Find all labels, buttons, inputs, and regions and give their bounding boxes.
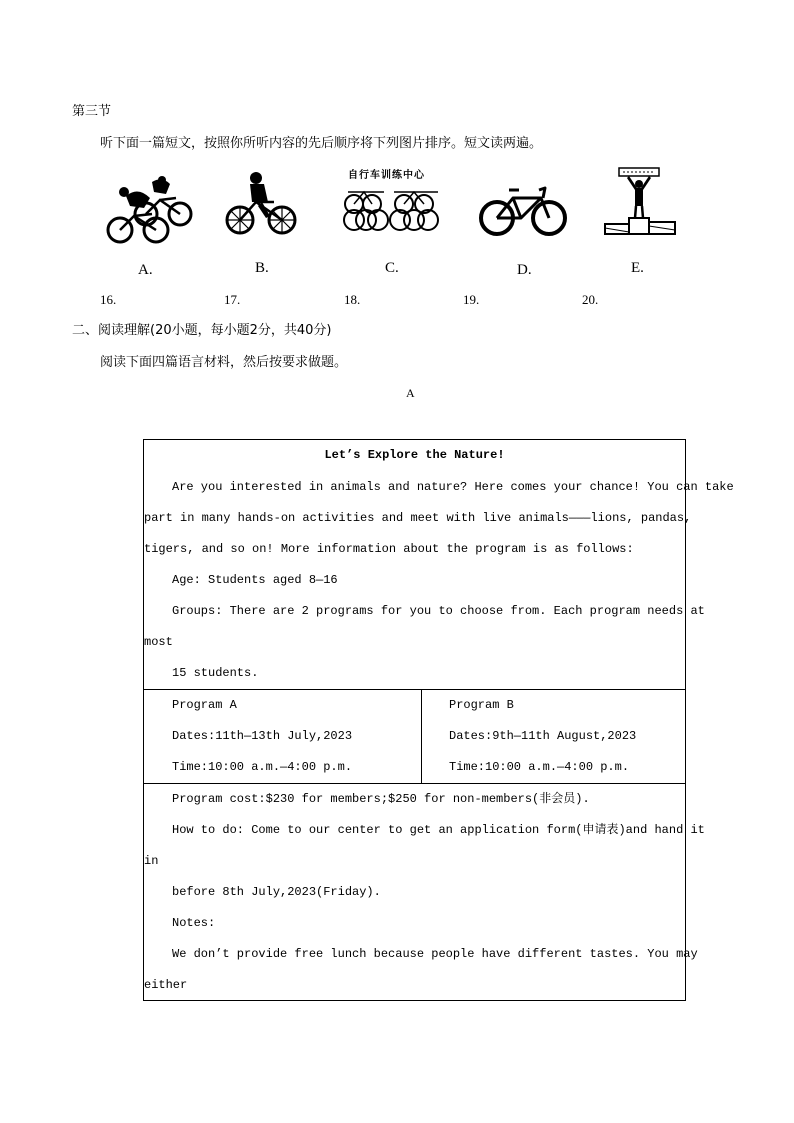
notice-groups-line1: Groups: There are 2 programs for you to choose from. Each program needs at — [172, 604, 705, 618]
notice-box — [143, 439, 734, 1001]
program-a-dates: Dates:11th—13th July,2023 — [172, 729, 353, 743]
winner-on-podium-icon — [601, 166, 679, 236]
passage-label: A — [406, 386, 415, 400]
answer-number-16: 16. — [100, 292, 117, 307]
notice-cost: Program cost:$230 for members;$250 for non-members(非会员). — [172, 792, 590, 806]
notice-title: Let’s Explore the Nature! — [324, 448, 505, 462]
picture-label-c: C. — [385, 260, 399, 276]
program-b-dates: Dates:9th—11th August,2023 — [449, 729, 637, 743]
answer-number-19: 19. — [463, 292, 480, 307]
two-cyclists-racing-icon — [104, 176, 196, 246]
notice-howto-line3: before 8th July,2023(Friday). — [172, 885, 381, 899]
program-a-time: Time:10:00 a.m.—4:00 p.m. — [172, 760, 353, 774]
picture-label-d: D. — [517, 262, 532, 278]
section-instruction: 听下面一篇短文，按照你所听内容的先后顺序将下列图片排序。短文读两遍。 — [100, 136, 543, 151]
answer-number-18: 18. — [344, 292, 361, 307]
answer-number-17: 17. — [224, 292, 241, 307]
answer-number-20: 20. — [582, 292, 599, 307]
section-heading: 第三节 — [72, 104, 112, 119]
program-divider — [421, 689, 422, 783]
bicycle-training-center-icon — [344, 184, 440, 234]
picture-label-e: E. — [631, 260, 644, 276]
notice-age: Age: Students aged 8—16 — [172, 573, 338, 587]
notice-intro-line1: Are you interested in animals and nature? Here comes your chance! You can take — [172, 480, 734, 494]
notice-groups-line2: most — [144, 635, 173, 649]
part2-heading: 二、阅读理解(20小题，每小题2分，共40分) — [72, 323, 332, 338]
notice-intro-line2: part in many hands-on activities and meet with live animals———lions, pandas, — [144, 511, 692, 525]
program-b-name: Program B — [449, 698, 514, 712]
notice-notes-label: Notes: — [172, 916, 216, 930]
training-center-sign: 自行车训练中心 — [348, 170, 425, 181]
notice-intro-line3: tigers, and so on! More information about the program is as follows: — [144, 542, 634, 556]
part2-instruction: 阅读下面四篇语言材料，然后按要求做题。 — [100, 355, 348, 370]
notice-howto-line2: in — [144, 854, 159, 868]
notice-notes-line2: either — [144, 978, 188, 992]
single-cyclist-icon — [224, 172, 298, 238]
picture-label-a: A. — [138, 262, 153, 278]
program-a-name: Program A — [172, 698, 237, 712]
program-b-time: Time:10:00 a.m.—4:00 p.m. — [449, 760, 630, 774]
picture-label-b: B. — [255, 260, 269, 276]
bicycle-icon — [479, 184, 567, 238]
notice-howto-line1: How to do: Come to our center to get an application form(申请表)and hand it — [172, 823, 705, 837]
notice-notes-line1: We don’t provide free lunch because people have different tastes. You may — [172, 947, 698, 961]
notice-groups-line3: 15 students. — [172, 666, 259, 680]
